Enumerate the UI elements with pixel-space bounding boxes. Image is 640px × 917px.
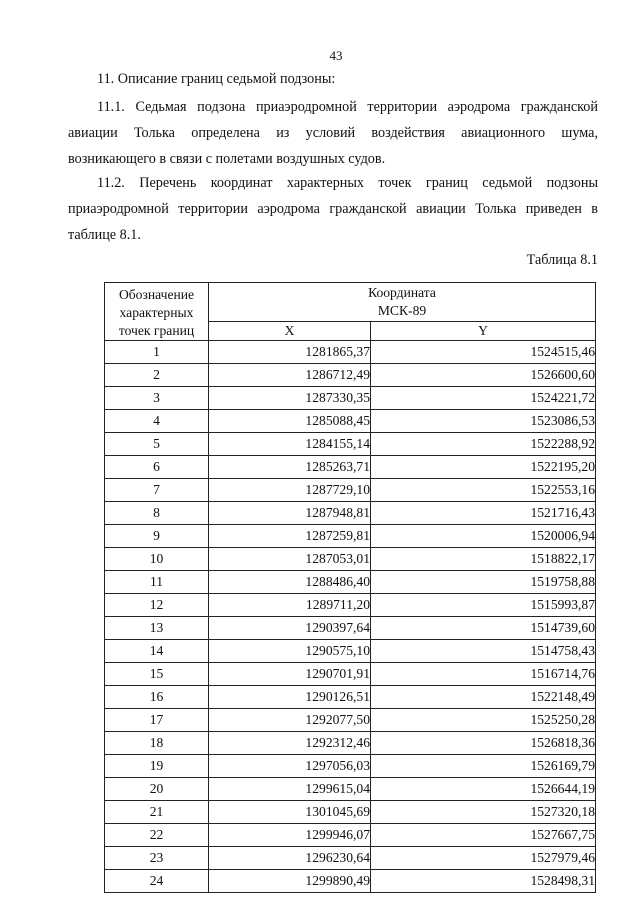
paragraph-11-1-text: 11.1. Седьмая подзона приаэродромной территории аэродрома гражданской авиации Толька определена из условий воздействия авиационного шума, возникающего в связи с полетами воздушных судов. — [68, 99, 598, 167]
section-heading — [68, 66, 598, 92]
point-number-cell: 18 — [105, 732, 209, 755]
x-coordinate-cell: 1290575,10 — [209, 640, 371, 663]
table-row — [105, 525, 596, 548]
y-coordinate-cell: 1526644,19 — [371, 778, 596, 801]
table-row — [105, 410, 596, 433]
point-number-cell: 7 — [105, 479, 209, 502]
y-coordinate-cell: 1519758,88 — [371, 571, 596, 594]
point-number-cell: 22 — [105, 824, 209, 847]
table-row — [105, 617, 596, 640]
header-y: Y — [371, 322, 596, 341]
y-coordinate-cell: 1515993,87 — [371, 594, 596, 617]
table-row — [105, 571, 596, 594]
x-coordinate-cell: 1299946,07 — [209, 824, 371, 847]
x-coordinate-cell: 1299890,49 — [209, 870, 371, 893]
header-x: X — [209, 322, 371, 341]
x-coordinate-cell: 1301045,69 — [209, 801, 371, 824]
paragraph-11-2 — [68, 170, 598, 248]
table-row — [105, 433, 596, 456]
paragraph-11-1 — [68, 94, 598, 172]
x-coordinate-cell: 1290126,51 — [209, 686, 371, 709]
y-coordinate-cell: 1524221,72 — [371, 387, 596, 410]
point-number-cell: 11 — [105, 571, 209, 594]
y-coordinate-cell: 1518822,17 — [371, 548, 596, 571]
page-number: 43 — [329, 48, 343, 63]
y-coordinate-cell: 1523086,53 — [371, 410, 596, 433]
table-row — [105, 709, 596, 732]
y-coordinate-cell: 1520006,94 — [371, 525, 596, 548]
table-row — [105, 548, 596, 571]
y-coordinate-cell: 1527320,18 — [371, 801, 596, 824]
x-coordinate-cell: 1287948,81 — [209, 502, 371, 525]
x-coordinate-cell: 1297056,03 — [209, 755, 371, 778]
table-row — [105, 663, 596, 686]
point-number-cell: 2 — [105, 364, 209, 387]
point-number-cell: 15 — [105, 663, 209, 686]
coordinates-table — [104, 282, 596, 893]
point-number-cell: 13 — [105, 617, 209, 640]
point-number-cell: 3 — [105, 387, 209, 410]
table-row — [105, 847, 596, 870]
point-number-cell: 14 — [105, 640, 209, 663]
table-row — [105, 456, 596, 479]
table-row — [105, 341, 596, 364]
section-heading-text: 11. Описание границ седьмой подзоны: — [97, 71, 336, 87]
table-row — [105, 778, 596, 801]
x-coordinate-cell: 1289711,20 — [209, 594, 371, 617]
x-coordinate-cell: 1290397,64 — [209, 617, 371, 640]
point-number-cell: 5 — [105, 433, 209, 456]
y-coordinate-cell: 1526600,60 — [371, 364, 596, 387]
x-coordinate-cell: 1288486,40 — [209, 571, 371, 594]
x-coordinate-cell: 1287053,01 — [209, 548, 371, 571]
x-coordinate-cell: 1286712,49 — [209, 364, 371, 387]
table-body — [105, 341, 596, 893]
point-number-cell: 16 — [105, 686, 209, 709]
y-coordinate-cell: 1514739,60 — [371, 617, 596, 640]
point-number-cell: 12 — [105, 594, 209, 617]
point-number-cell: 8 — [105, 502, 209, 525]
point-number-cell: 23 — [105, 847, 209, 870]
header-coordinate — [209, 283, 596, 322]
table-row — [105, 732, 596, 755]
point-number-cell: 6 — [105, 456, 209, 479]
x-coordinate-cell: 1281865,37 — [209, 341, 371, 364]
point-number-cell: 24 — [105, 870, 209, 893]
point-number-cell: 10 — [105, 548, 209, 571]
point-number-cell: 19 — [105, 755, 209, 778]
y-coordinate-cell: 1526169,79 — [371, 755, 596, 778]
table-row — [105, 686, 596, 709]
y-coordinate-cell: 1522195,20 — [371, 456, 596, 479]
x-coordinate-cell: 1287259,81 — [209, 525, 371, 548]
header-coordinate-line2: МСК-89 — [377, 303, 427, 318]
y-coordinate-cell: 1522288,92 — [371, 433, 596, 456]
header-coordinate-line1: Координата — [368, 285, 436, 300]
y-coordinate-cell: 1527979,46 — [371, 847, 596, 870]
x-coordinate-cell: 1299615,04 — [209, 778, 371, 801]
point-number-cell: 20 — [105, 778, 209, 801]
x-coordinate-cell: 1287729,10 — [209, 479, 371, 502]
point-number-cell: 9 — [105, 525, 209, 548]
point-number-cell: 17 — [105, 709, 209, 732]
y-coordinate-cell: 1528498,31 — [371, 870, 596, 893]
header-point-designation: Обозначение характерных точек границ — [105, 283, 209, 341]
x-coordinate-cell: 1285263,71 — [209, 456, 371, 479]
table-row — [105, 479, 596, 502]
table-row — [105, 502, 596, 525]
y-coordinate-cell: 1526818,36 — [371, 732, 596, 755]
x-coordinate-cell: 1296230,64 — [209, 847, 371, 870]
y-coordinate-cell: 1514758,43 — [371, 640, 596, 663]
y-coordinate-cell: 1516714,76 — [371, 663, 596, 686]
table-row — [105, 870, 596, 893]
x-coordinate-cell: 1292077,50 — [209, 709, 371, 732]
x-coordinate-cell: 1284155,14 — [209, 433, 371, 456]
paragraph-11-2-text: 11.2. Перечень координат характерных точек границ седьмой подзоны приаэродромной территории аэродрома гражданской авиации Толька приведен в таблице 8.1. — [68, 175, 598, 243]
x-coordinate-cell: 1290701,91 — [209, 663, 371, 686]
point-number-cell: 1 — [105, 341, 209, 364]
x-coordinate-cell: 1285088,45 — [209, 410, 371, 433]
table-row — [105, 824, 596, 847]
y-coordinate-cell: 1524515,46 — [371, 341, 596, 364]
table-row — [105, 364, 596, 387]
table-row — [105, 801, 596, 824]
table-row — [105, 755, 596, 778]
y-coordinate-cell: 1521716,43 — [371, 502, 596, 525]
x-coordinate-cell: 1292312,46 — [209, 732, 371, 755]
x-coordinate-cell: 1287330,35 — [209, 387, 371, 410]
y-coordinate-cell: 1525250,28 — [371, 709, 596, 732]
y-coordinate-cell: 1522148,49 — [371, 686, 596, 709]
table-row — [105, 387, 596, 410]
table-caption: Таблица 8.1 — [526, 252, 598, 268]
point-number-cell: 21 — [105, 801, 209, 824]
table-row — [105, 594, 596, 617]
point-number-cell: 4 — [105, 410, 209, 433]
y-coordinate-cell: 1522553,16 — [371, 479, 596, 502]
table-row — [105, 640, 596, 663]
y-coordinate-cell: 1527667,75 — [371, 824, 596, 847]
